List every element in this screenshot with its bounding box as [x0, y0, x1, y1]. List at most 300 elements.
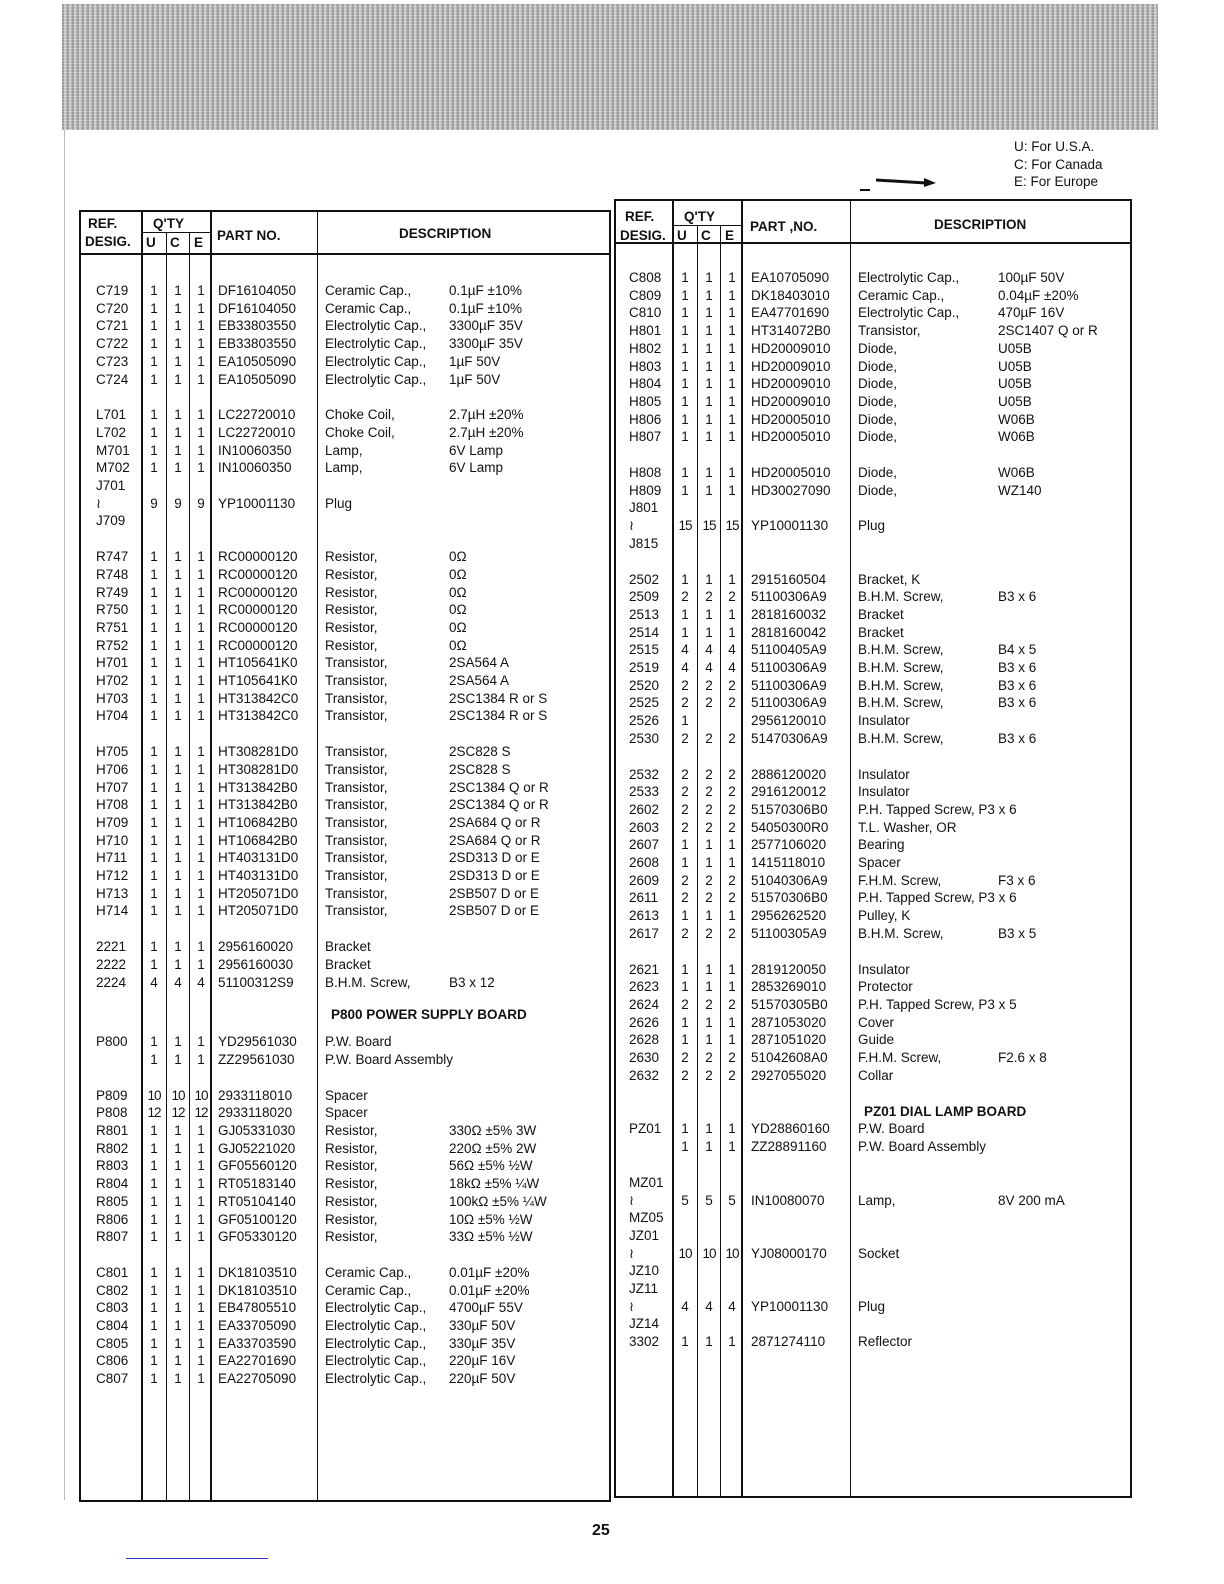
table-row — [81, 1299, 609, 1317]
table-row — [616, 978, 1130, 996]
qty-c-cell: 1 — [174, 442, 182, 458]
ref-cell: H805 — [629, 393, 662, 409]
qty-u-cell: 1 — [150, 1371, 158, 1387]
qty-e-cell: 1 — [197, 1300, 205, 1316]
description-cell: Diode, — [858, 465, 898, 480]
qty-u-cell: 2 — [681, 766, 689, 782]
qty-c-cell: 1 — [174, 1140, 182, 1156]
table-row — [81, 1193, 609, 1211]
qty-e-cell: 1 — [197, 1264, 205, 1280]
qty-e-cell: 1 — [197, 549, 205, 565]
qty-e-cell: 1 — [728, 1121, 736, 1137]
qty-e-cell: 1 — [197, 797, 205, 813]
qty-c-cell: 1 — [174, 1176, 182, 1192]
spec-cell: 2SC1384 R or S — [449, 708, 548, 724]
header-u: U — [146, 235, 156, 250]
qty-u-cell: 1 — [150, 549, 158, 565]
part-no-cell: 2956262520 — [751, 908, 827, 924]
qty-u-cell: 1 — [150, 885, 158, 901]
ref-cell: JZ01 — [629, 1227, 660, 1243]
table-row — [81, 353, 609, 371]
qty-e-cell: 1 — [197, 407, 205, 423]
qty-u-cell: 1 — [150, 673, 158, 688]
part-no-cell: YP10001130 — [751, 1298, 829, 1314]
qty-c-cell: 1 — [705, 855, 713, 870]
description-cell: Diode, — [858, 358, 898, 374]
qty-u-cell: 1 — [681, 323, 689, 339]
spec-cell: B3 x 5 — [998, 925, 1037, 941]
part-no-cell: HT313842B0 — [218, 779, 298, 795]
qty-e-cell: 15 — [725, 518, 739, 534]
spec-cell: 2SD313 D or E — [449, 850, 540, 866]
qty-u-cell: 15 — [678, 518, 692, 534]
qty-e-cell: 1 — [197, 868, 205, 883]
table-row — [81, 707, 609, 725]
description-cell: Protector — [858, 979, 913, 995]
part-no-cell: 51470306A9 — [751, 730, 828, 746]
ref-cell: 2520 — [629, 677, 660, 693]
part-no-cell: 54050300R0 — [751, 819, 829, 835]
ref-cell: 2221 — [96, 939, 127, 955]
qty-e-cell: 1 — [728, 482, 736, 498]
footer-rule — [126, 1558, 268, 1559]
part-no-cell: 2956160020 — [218, 939, 294, 955]
qty-u-cell: 1 — [150, 602, 158, 618]
spec-cell: 2SA684 Q or R — [449, 832, 541, 848]
qty-e-cell: 1 — [197, 1193, 205, 1209]
table-row — [616, 588, 1130, 606]
table-row — [616, 694, 1130, 712]
ref-cell: C810 — [629, 305, 662, 321]
part-no-cell: HD30027090 — [751, 482, 831, 498]
table-row — [616, 411, 1130, 429]
qty-u-cell: 1 — [681, 606, 689, 622]
table-row — [616, 322, 1130, 340]
spec-cell: 2SC1384 Q or R — [449, 797, 549, 813]
qty-e-cell: 1 — [728, 1334, 736, 1350]
qty-c-cell: 1 — [174, 1264, 182, 1280]
qty-e-cell: 1 — [197, 1158, 205, 1174]
qty-c-cell: 1 — [174, 1051, 182, 1067]
section-title-p800: P800 POWER SUPPLY BOARD — [331, 1007, 527, 1022]
description-cell: Electrolytic Cap., — [325, 1300, 427, 1316]
qty-u-cell: 1 — [681, 961, 689, 977]
part-no-cell: YJ08000170 — [751, 1245, 827, 1261]
spec-cell: U05B — [998, 393, 1032, 409]
qty-c-cell: 1 — [174, 407, 182, 423]
ref-cell: C809 — [629, 287, 662, 303]
description-cell: Bracket — [858, 606, 904, 622]
qty-e-cell: 2 — [728, 801, 736, 817]
qty-e-cell: 1 — [197, 814, 205, 830]
qty-c-cell: 1 — [705, 482, 713, 498]
table-row — [81, 442, 609, 460]
table-row — [81, 1140, 609, 1158]
spec-cell: 0Ω — [449, 602, 467, 618]
description-cell: Resistor, — [325, 637, 378, 653]
table-row — [616, 1014, 1130, 1032]
qty-e-cell: 1 — [197, 1353, 205, 1369]
qty-e-cell: 1 — [728, 1139, 736, 1155]
ref-cell: C808 — [629, 270, 662, 285]
description-cell: Spacer — [858, 855, 901, 870]
qty-u-cell: 1 — [681, 855, 689, 870]
table-row — [81, 796, 609, 814]
description-cell: Insulator — [858, 961, 910, 977]
qty-e-cell: 1 — [728, 624, 736, 640]
qty-c-cell: 2 — [705, 1067, 713, 1083]
table-header — [81, 212, 609, 255]
description-cell: Plug — [858, 1298, 886, 1314]
ref-cell: H713 — [96, 885, 129, 901]
part-no-cell: HT205071D0 — [218, 903, 299, 919]
ref-cell: J709 — [96, 513, 126, 529]
qty-e-cell: 1 — [728, 1032, 736, 1048]
parts-table-right — [614, 199, 1132, 1498]
table-row — [616, 1067, 1130, 1085]
description-cell: Spacer — [325, 1087, 368, 1103]
qty-u-cell: 1 — [150, 460, 158, 476]
qty-u-cell: 1 — [150, 1051, 158, 1067]
ref-cell: H808 — [629, 465, 662, 480]
description-cell: Resistor, — [325, 1123, 378, 1138]
spec-cell: 330µF 35V — [449, 1335, 516, 1351]
ref-cell: C719 — [96, 283, 129, 298]
qty-c-cell: 1 — [705, 429, 713, 445]
ref-cell: R805 — [96, 1193, 129, 1209]
header-c: C — [701, 228, 711, 243]
qty-c-cell: 1 — [174, 708, 182, 724]
part-no-cell: YP10001130 — [751, 518, 829, 534]
qty-u-cell: 4 — [681, 642, 689, 658]
part-no-cell: HT308281D0 — [218, 744, 299, 760]
spec-cell: 470µF 16V — [998, 305, 1065, 321]
qty-u-cell: 1 — [150, 1123, 158, 1138]
description-cell: P.H. Tapped Screw, P3 x 6 — [858, 890, 1017, 906]
qty-c-cell: 1 — [174, 602, 182, 618]
ref-cell: 2530 — [629, 730, 660, 746]
qty-u-cell: 1 — [681, 1032, 689, 1048]
table-row — [616, 535, 1130, 553]
qty-c-cell: 2 — [705, 819, 713, 835]
table-row — [616, 340, 1130, 358]
qty-e-cell: 1 — [728, 979, 736, 995]
qty-e-cell: 1 — [197, 1140, 205, 1156]
part-no-cell: 51570306B0 — [751, 890, 828, 906]
ref-cell: H714 — [96, 903, 129, 919]
qty-e-cell: 1 — [197, 885, 205, 901]
qty-c-cell: 2 — [705, 801, 713, 817]
qty-e-cell: 1 — [728, 358, 736, 374]
qty-e-cell: 1 — [728, 908, 736, 924]
qty-u-cell: 1 — [681, 713, 689, 729]
table-row — [81, 690, 609, 708]
ref-cell: 3302 — [629, 1334, 660, 1350]
description-cell: F.H.M. Screw, — [858, 1050, 942, 1065]
header-ref: REF. — [625, 209, 655, 224]
description-cell: Electrolytic Cap., — [325, 1318, 427, 1333]
qty-e-cell: 1 — [197, 318, 205, 334]
description-cell: Guide — [858, 1032, 895, 1048]
qty-e-cell: 1 — [728, 465, 736, 480]
table-row — [81, 956, 609, 974]
ref-cell: C803 — [96, 1300, 129, 1316]
spec-cell: 2.7µH ±20% — [449, 424, 524, 440]
spec-cell: 3300µF 35V — [449, 336, 523, 352]
header-e: E — [725, 228, 735, 243]
qty-e-cell: 5 — [728, 1192, 736, 1208]
ref-cell: R804 — [96, 1176, 129, 1192]
qty-e-cell: 4 — [728, 642, 736, 658]
table-row — [616, 464, 1130, 482]
ref-cell: R749 — [96, 584, 129, 600]
table-row — [616, 375, 1130, 393]
description-cell: Resistor, — [325, 1158, 378, 1174]
qty-c-cell: 10 — [702, 1245, 716, 1261]
qty-c-cell: 1 — [174, 1371, 182, 1387]
qty-e-cell: 1 — [728, 411, 736, 427]
qty-e-cell: 2 — [728, 677, 736, 693]
qty-u-cell: 2 — [681, 784, 689, 800]
description-cell: Lamp, — [858, 1192, 896, 1208]
region-legend — [1014, 138, 1103, 191]
table-row — [616, 1245, 1130, 1263]
part-no-cell: DK18403010 — [751, 287, 830, 303]
ref-cell: R803 — [96, 1158, 129, 1174]
spec-cell: 18kΩ ±5% ¼W — [449, 1176, 540, 1192]
qty-u-cell: 1 — [681, 1121, 689, 1137]
ref-cell: P800 — [96, 1034, 128, 1050]
ref-cell: 2607 — [629, 837, 660, 853]
qty-u-cell: 10 — [678, 1245, 692, 1261]
qty-u-cell: 1 — [150, 744, 158, 760]
qty-c-cell: 1 — [705, 979, 713, 995]
spec-cell: 330µF 50V — [449, 1318, 516, 1333]
ref-cell: M702 — [96, 460, 130, 476]
table-row — [81, 1104, 609, 1122]
qty-e-cell: 1 — [728, 305, 736, 321]
header-description: DESCRIPTION — [934, 217, 1027, 232]
table-row — [616, 428, 1130, 446]
qty-u-cell: 1 — [150, 1300, 158, 1316]
qty-e-cell: 1 — [197, 903, 205, 919]
table-row — [616, 1262, 1130, 1280]
table-row — [616, 641, 1130, 659]
qty-c-cell: 1 — [174, 300, 182, 316]
qty-e-cell: 4 — [728, 1298, 736, 1314]
table-row — [81, 672, 609, 690]
qty-e-cell: 2 — [728, 872, 736, 888]
part-no-cell: HD20009010 — [751, 358, 831, 374]
table-header — [616, 201, 1130, 244]
ref-cell: 2630 — [629, 1050, 660, 1065]
part-no-cell: EA33703590 — [218, 1335, 297, 1351]
qty-u-cell: 1 — [681, 624, 689, 640]
table-row — [616, 996, 1130, 1014]
ref-cell: H806 — [629, 411, 662, 427]
table-row — [81, 1264, 609, 1282]
ref-cell: 2525 — [629, 695, 660, 711]
description-cell: Transistor, — [325, 744, 388, 760]
table-row — [81, 459, 609, 477]
qty-e-cell: 2 — [728, 996, 736, 1012]
qty-c-cell: 1 — [174, 566, 182, 582]
description-cell: P.W. Board Assembly — [325, 1051, 454, 1067]
qty-u-cell: 1 — [150, 868, 158, 883]
table-row — [81, 406, 609, 424]
qty-e-cell: 1 — [728, 855, 736, 870]
qty-c-cell: 1 — [174, 779, 182, 795]
table-row — [616, 1333, 1130, 1351]
qty-c-cell: 12 — [171, 1105, 185, 1121]
ref-cell: H710 — [96, 832, 129, 848]
spec-cell: 100µF 50V — [998, 270, 1065, 285]
qty-e-cell: 4 — [728, 660, 736, 675]
qty-u-cell: 1 — [681, 287, 689, 303]
part-no-cell: 51100306A9 — [751, 677, 827, 693]
ref-cell: C721 — [96, 318, 129, 334]
table-row — [81, 548, 609, 566]
part-no-cell: IN10060350 — [218, 460, 292, 476]
spec-cell: U05B — [998, 340, 1032, 356]
spec-cell: 2SC1384 R or S — [449, 690, 548, 706]
qty-c-cell: 15 — [702, 518, 716, 534]
table-row — [616, 358, 1130, 376]
qty-e-cell: 1 — [197, 832, 205, 848]
ref-cell: 2603 — [629, 819, 660, 835]
spec-cell: 2SD313 D or E — [449, 868, 540, 883]
ref-cell: R752 — [96, 637, 129, 653]
part-no-cell: HT105641K0 — [218, 673, 298, 688]
qty-u-cell: 1 — [150, 956, 158, 972]
ref-cell: H711 — [96, 850, 128, 866]
ref-cell: 2621 — [629, 961, 660, 977]
description-cell: P.W. Board — [325, 1034, 392, 1050]
qty-u-cell: 1 — [150, 407, 158, 423]
part-no-cell: 51042608A0 — [751, 1050, 828, 1065]
ref-cell: R748 — [96, 566, 129, 582]
ref-cell: H707 — [96, 779, 129, 795]
spec-cell: B3 x 6 — [998, 730, 1037, 746]
part-no-cell: DK18103510 — [218, 1282, 297, 1298]
qty-u-cell: 1 — [681, 393, 689, 409]
qty-c-cell: 4 — [174, 974, 182, 990]
qty-c-cell: 1 — [705, 358, 713, 374]
part-no-cell: DK18103510 — [218, 1264, 297, 1280]
part-no-cell: 51570306B0 — [751, 801, 828, 817]
qty-u-cell: 1 — [681, 837, 689, 853]
header-qty: Q'TY — [684, 209, 715, 224]
description-cell: Transistor, — [325, 850, 388, 866]
ref-cell: 2515 — [629, 642, 660, 658]
table-row — [616, 499, 1130, 517]
description-cell: P.W. Board Assembly — [858, 1139, 987, 1155]
part-no-cell: 51040306A9 — [751, 872, 828, 888]
description-cell: B.H.M. Screw, — [858, 589, 944, 605]
qty-c-cell: 1 — [174, 832, 182, 848]
part-no-cell: LC22720010 — [218, 424, 296, 440]
part-no-cell: 2927055020 — [751, 1067, 827, 1083]
qty-c-cell: 1 — [174, 885, 182, 901]
part-no-cell: RC00000120 — [218, 566, 298, 582]
qty-e-cell: 1 — [197, 779, 205, 795]
arrow-icon — [856, 170, 936, 192]
ref-cell: H804 — [629, 376, 662, 392]
qty-e-cell: 1 — [197, 1176, 205, 1192]
qty-u-cell: 1 — [150, 655, 158, 671]
qty-c-cell: 1 — [174, 1211, 182, 1227]
qty-e-cell: 1 — [197, 744, 205, 760]
spec-cell: 2SC828 S — [449, 744, 511, 760]
qty-c-cell: 1 — [174, 903, 182, 919]
part-no-cell: EA10705090 — [751, 270, 830, 285]
table-row — [81, 779, 609, 797]
spec-cell: W06B — [998, 465, 1035, 480]
page-number: 25 — [592, 1522, 610, 1539]
description-cell: Diode, — [858, 340, 898, 356]
ref-cell: H807 — [629, 429, 662, 445]
qty-u-cell: 1 — [150, 903, 158, 919]
spec-cell: B3 x 12 — [449, 974, 495, 990]
ref-cell: C801 — [96, 1264, 129, 1280]
spec-cell: 0.01µF ±20% — [449, 1264, 530, 1280]
part-no-cell: HT403131D0 — [218, 868, 299, 883]
qty-c-cell: 1 — [174, 814, 182, 830]
part-no-cell: 2577106020 — [751, 837, 827, 853]
qty-c-cell: 1 — [174, 637, 182, 653]
qty-u-cell: 1 — [150, 1211, 158, 1227]
ref-cell: H712 — [96, 868, 129, 883]
header-desig: DESIG. — [85, 234, 131, 249]
qty-e-cell: 1 — [197, 1123, 205, 1138]
qty-e-cell: 2 — [728, 766, 736, 782]
ref-cell: J801 — [629, 500, 659, 516]
qty-e-cell: 2 — [728, 1067, 736, 1083]
ref-cell: JZ14 — [629, 1316, 660, 1332]
qty-c-cell: 1 — [174, 850, 182, 866]
spec-cell: 220µF 16V — [449, 1353, 516, 1369]
spec-cell: 0Ω — [449, 566, 467, 582]
table-row — [81, 300, 609, 318]
qty-e-cell: 1 — [197, 690, 205, 706]
table-row — [616, 712, 1130, 730]
qty-u-cell: 1 — [150, 283, 158, 298]
part-no-cell: RC00000120 — [218, 602, 298, 618]
description-cell: Transistor, — [325, 832, 388, 848]
qty-u-cell: 1 — [150, 637, 158, 653]
qty-u-cell: 2 — [681, 819, 689, 835]
qty-u-cell: 1 — [150, 779, 158, 795]
qty-e-cell: 1 — [728, 1014, 736, 1030]
ref-cell: C723 — [96, 353, 129, 369]
qty-u-cell: 4 — [681, 660, 689, 675]
qty-e-cell: 2 — [728, 1050, 736, 1065]
ref-cell: H705 — [96, 744, 129, 760]
description-cell: Transistor, — [325, 903, 388, 919]
description-cell: Resistor, — [325, 566, 378, 582]
description-cell: F.H.M. Screw, — [858, 872, 942, 888]
spec-cell: B3 x 6 — [998, 589, 1037, 605]
description-cell: Electrolytic Cap., — [325, 1353, 427, 1369]
qty-e-cell: 1 — [728, 571, 736, 587]
spec-cell: 2SB507 D or E — [449, 903, 540, 919]
part-no-cell: HT314072B0 — [751, 323, 831, 339]
table-row — [616, 872, 1130, 890]
ref-cell: PZ01 — [629, 1121, 662, 1137]
qty-e-cell: 1 — [197, 655, 205, 671]
description-cell: Resistor, — [325, 602, 378, 618]
ref-cell: JZ11 — [629, 1281, 659, 1296]
